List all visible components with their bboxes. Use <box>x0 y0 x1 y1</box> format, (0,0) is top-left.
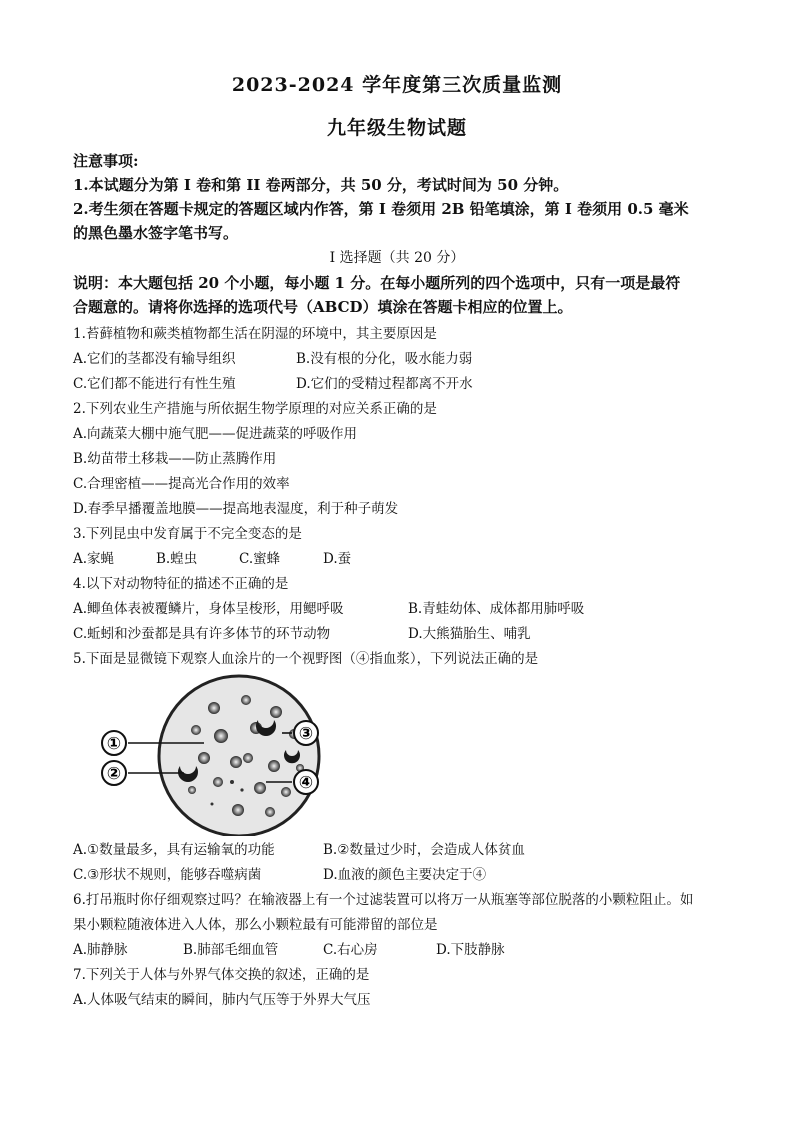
q1-option-b: B.没有根的分化，吸水能力弱 <box>296 351 473 367</box>
section-title: I 选择题（共 20 分） <box>329 250 465 266</box>
q5-option-c: C.③形状不规则，能够吞噬病菌 <box>73 867 262 883</box>
blood-smear-figure <box>96 670 330 836</box>
label-1: ① <box>106 734 122 754</box>
q4-option-a: A.鲫鱼体表被覆鳞片，身体呈梭形，用鳃呼吸 <box>73 601 344 617</box>
q5-option-a: A.①数量最多，具有运输氧的功能 <box>73 842 275 858</box>
q6-option-b: B.肺部毛细血管 <box>183 942 279 958</box>
q2-stem: 2.下列农业生产措施与所依据生物学原理的对应关系正确的是 <box>73 401 437 417</box>
label-3: ③ <box>298 724 314 744</box>
q4-option-c: C.蚯蚓和沙蚕都是具有许多体节的环节动物 <box>73 626 331 642</box>
q2-option-b: B.幼苗带土移栽——防止蒸腾作用 <box>73 451 277 467</box>
section-desc-line-1: 说明：本大题包括 20 个小题，每小题 1 分。在每小题所列的四个选项中，只有一项是最符 <box>73 274 681 292</box>
q5-option-d: D.血液的颜色主要决定于④ <box>323 867 487 883</box>
q5-option-b: B.②数量过少时，会造成人体贫血 <box>323 842 525 858</box>
label-2: ② <box>106 764 122 784</box>
q6-stem-line-2: 果小颗粒随液体进入人体，那么小颗粒最有可能滞留的部位是 <box>73 917 438 933</box>
q1-stem: 1.苔藓植物和蕨类植物都生活在阴湿的环境中，其主要原因是 <box>73 326 437 342</box>
q2-option-a: A.向蔬菜大棚中施气肥——促进蔬菜的呼吸作用 <box>73 426 358 442</box>
q2-option-d: D.春季早播覆盖地膜——提高地表湿度，利于种子萌发 <box>73 501 399 517</box>
q3-option-c: C.蜜蜂 <box>239 551 281 567</box>
q3-option-b: B.蝗虫 <box>156 551 198 567</box>
q7-stem: 7.下列关于人体与外界气体交换的叙述，正确的是 <box>73 967 370 983</box>
q6-option-c: C.右心房 <box>323 942 378 958</box>
label-4: ④ <box>298 773 314 793</box>
notes-item-2-line-1: 2.考生须在答题卡规定的答题区域内作答，第 I 卷须用 2B 铅笔填涂，第 I 卷须用 0.5 毫米 <box>73 200 689 218</box>
exam-subtitle: 九年级生物试题 <box>326 117 467 139</box>
q3-stem: 3.下列昆虫中发育属于不完全变态的是 <box>73 526 302 542</box>
q2-option-c: C.合理密植——提高光合作用的效率 <box>73 476 290 492</box>
q3-option-a: A.家蝇 <box>73 551 115 567</box>
q5-stem: 5.下面是显微镜下观察人血涂片的一个视野图（④指血浆），下列说法正确的是 <box>73 651 539 667</box>
q6-option-a: A.肺静脉 <box>73 942 128 958</box>
q6-option-d: D.下肢静脉 <box>436 942 505 958</box>
blood-smear-svg <box>96 670 330 836</box>
q4-option-b: B.青蛙幼体、成体都用肺呼吸 <box>408 601 585 617</box>
q4-stem: 4.以下对动物特征的描述不正确的是 <box>73 576 289 592</box>
notes-item-1: 1.本试题分为第 I 卷和第 II 卷两部分，共 50 分，考试时间为 50 分钟。 <box>73 176 569 194</box>
q1-option-a: A.它们的茎都没有输导组织 <box>73 351 236 367</box>
exam-title: 2023-2024 学年度第三次质量监测 <box>231 74 563 96</box>
q1-option-c: C.它们都不能进行有性生殖 <box>73 376 236 392</box>
q3-option-d: D.蚕 <box>323 551 352 567</box>
notes-item-2-line-2: 的黑色墨水签字笔书写。 <box>73 224 239 242</box>
section-desc-line-2: 合题意的。请将你选择的选项代号（ABCD）填涂在答题卡相应的位置上。 <box>73 298 573 316</box>
notes-heading: 注意事项: <box>73 152 139 170</box>
q6-stem-line-1: 6.打吊瓶时你仔细观察过吗？在输液器上有一个过滤装置可以将万一从瓶塞等部位脱落的小颗粒阻止。如 <box>73 892 694 908</box>
q4-option-d: D.大熊猫胎生、哺乳 <box>408 626 531 642</box>
q1-option-d: D.它们的受精过程都离不开水 <box>296 376 473 392</box>
q7-option-a: A.人体吸气结束的瞬间，肺内气压等于外界大气压 <box>73 992 371 1008</box>
